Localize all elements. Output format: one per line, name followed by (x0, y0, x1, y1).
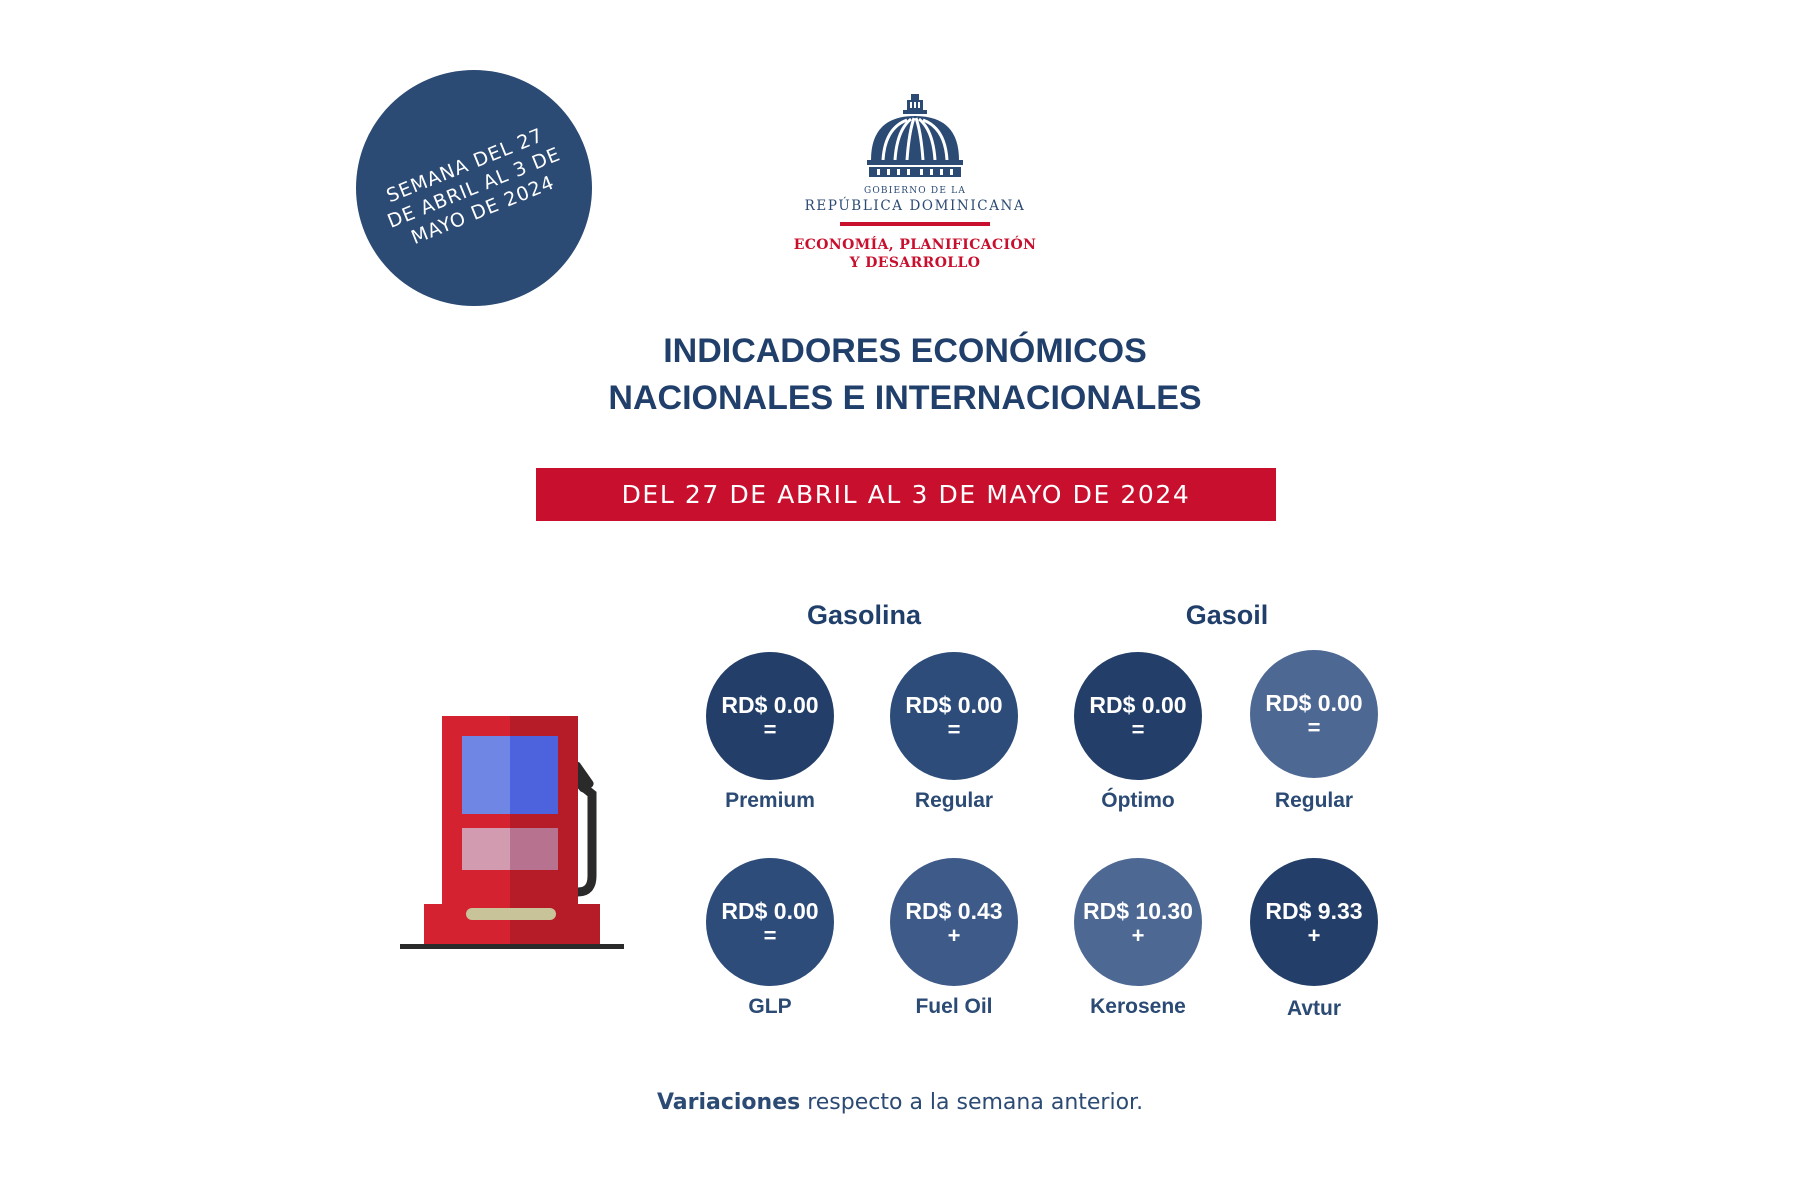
price-label: Fuel Oil (915, 995, 993, 1018)
price-variation-sign: = (1131, 716, 1145, 742)
price-label: Regular (1274, 789, 1354, 812)
price-value: RD$ 0.00 (721, 691, 819, 718)
footer-note (560, 1090, 1240, 1115)
price-label: Óptimo (1101, 789, 1175, 812)
footer-note-bold: Variaciones (656, 1090, 801, 1115)
price-item-glp (690, 858, 850, 1020)
price-variation-sign: + (947, 922, 961, 948)
price-value: RD$ 0.00 (1089, 691, 1187, 718)
logo-ministry-line1: ECONOMÍA, PLANIFICACIÓN (793, 237, 1037, 253)
price-item-fuel-oil (874, 858, 1034, 1020)
price-value: RD$ 9.33 (1265, 897, 1363, 924)
price-label: Regular (914, 789, 994, 812)
price-value: RD$ 0.00 (905, 691, 1003, 718)
logo-divider (840, 222, 990, 226)
price-variation-sign: + (1307, 922, 1321, 948)
price-label: GLP (748, 995, 792, 1018)
week-badge-text: SEMANA DEL 27 DE ABRIL AL 3 DE MAYO DE 2024 (383, 124, 564, 250)
price-circle (706, 652, 834, 780)
fuel-pump-icon (396, 716, 628, 960)
page-title (500, 328, 1310, 422)
price-circle (1250, 858, 1378, 986)
price-item-premium (690, 652, 850, 814)
price-value: RD$ 0.00 (1265, 689, 1363, 716)
date-banner: DEL 27 DE ABRIL AL 3 DE MAYO DE 2024 (536, 468, 1276, 521)
price-label: Premium (725, 789, 815, 812)
logo-subtitle: GOBIERNO DE LA (863, 186, 967, 196)
price-item-gasolina-regular (874, 652, 1034, 814)
price-label: Kerosene (1090, 995, 1186, 1018)
price-circle (1074, 858, 1202, 986)
footer-note-text: respecto a la semana anterior. (800, 1090, 1144, 1115)
price-variation-sign: + (1131, 922, 1145, 948)
price-value: RD$ 0.00 (721, 897, 819, 924)
price-variation-sign: = (763, 922, 777, 948)
price-variation-sign: = (763, 716, 777, 742)
price-item-optimo (1058, 652, 1218, 814)
logo-country: REPÚBLICA DOMINICANA (804, 198, 1026, 214)
price-variation-sign: = (947, 716, 961, 742)
price-circle (1250, 650, 1378, 778)
page-title-line1: INDICADORES ECONÓMICOS (663, 332, 1147, 370)
price-circle (706, 858, 834, 986)
price-label: Avtur (1286, 997, 1342, 1020)
price-value: RD$ 0.43 (905, 897, 1003, 924)
price-item-gasoil-regular (1234, 650, 1394, 814)
logo-ministry-line2: Y DESARROLLO (849, 255, 981, 271)
price-item-avtur (1234, 858, 1394, 1022)
price-circle (890, 652, 1018, 780)
price-variation-sign: = (1307, 714, 1321, 740)
price-item-kerosene (1058, 858, 1218, 1020)
section-header-gasoil: Gasoil (1185, 600, 1269, 630)
price-value: RD$ 10.30 (1083, 897, 1193, 924)
government-logo (790, 92, 1040, 274)
dome-icon (867, 92, 963, 182)
section-header-gasolina: Gasolina (806, 600, 922, 630)
page-title-line2: NACIONALES E INTERNACIONALES (608, 379, 1202, 417)
price-circle (890, 858, 1018, 986)
week-badge (356, 70, 592, 306)
price-circle (1074, 652, 1202, 780)
